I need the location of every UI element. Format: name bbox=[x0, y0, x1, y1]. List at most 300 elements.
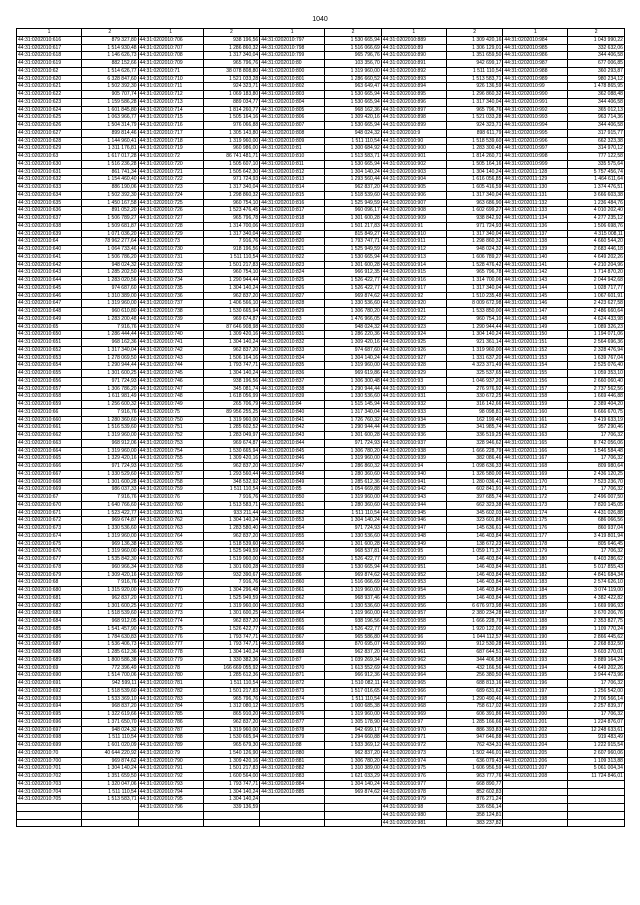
cadastral-value-cell bbox=[568, 788, 625, 796]
cadastral-value-cell: 1 509 681,87 bbox=[82, 222, 139, 230]
cadastral-value-cell: 963 649,47 bbox=[325, 83, 382, 91]
cadastral-value-cell: 1 330 536,60 bbox=[325, 300, 382, 308]
cadastral-number-cell: 44:31:0202010:622 bbox=[17, 91, 82, 99]
page-number: 1040 bbox=[312, 16, 328, 23]
cadastral-value-cell: 1 305 178,90 bbox=[325, 718, 382, 726]
cadastral-value-cell: 4 624 433,98 bbox=[568, 315, 625, 323]
cadastral-number-cell: 44:31:0202010:792 bbox=[138, 773, 203, 781]
cadastral-number-cell: 44:31:0202010:877 bbox=[260, 718, 325, 726]
cadastral-number-cell: 44:31:0202010:955 bbox=[381, 594, 446, 602]
cadastral-value-cell: 1 605 416,59 bbox=[446, 184, 503, 192]
cadastral-number-cell: 44:31:0202010:747 bbox=[138, 385, 203, 393]
cadastral-number-cell: 44:31:0202010:795 bbox=[138, 796, 203, 804]
cadastral-value-cell: 432 166,56 bbox=[446, 664, 503, 672]
cadastral-number-cell: 44:31:0202010:987 bbox=[503, 60, 568, 68]
table-row bbox=[17, 199, 625, 207]
cadastral-value-cell: 960 096,17 bbox=[325, 207, 382, 215]
cadastral-number-cell: 44:31:0202010:939 bbox=[381, 455, 446, 463]
cadastral-value-cell: 146 403,84 bbox=[446, 587, 503, 595]
cadastral-number-cell: 44:31:0202011:152 bbox=[503, 346, 568, 354]
cadastral-value-cell: 1 920 122,00 bbox=[446, 625, 503, 633]
cadastral-number-cell: 44:31:0202010:625 bbox=[17, 114, 82, 122]
cadastral-value-cell: 1 513 583,71 bbox=[446, 75, 503, 83]
cadastral-number-cell: 44:31:0202010:757 bbox=[138, 470, 203, 478]
cadastral-number-cell: 44:31:0202010:843 bbox=[260, 432, 325, 440]
cadastral-number-cell: 44:31:0202010:725 bbox=[138, 199, 203, 207]
table-row bbox=[17, 571, 625, 579]
table-row bbox=[17, 656, 625, 664]
cadastral-number-cell: 44:31:0202010:788 bbox=[138, 734, 203, 742]
cadastral-number-cell: 44:31:0202010:844 bbox=[260, 439, 325, 447]
cadastral-number-cell: 44:31:0202010:729 bbox=[138, 230, 203, 238]
cadastral-number-cell: 44:31:0202010:798 bbox=[260, 44, 325, 52]
cadastral-number-cell: 44:31:0202010:683 bbox=[17, 610, 82, 618]
cadastral-value-cell: 17 706,32 bbox=[568, 680, 625, 688]
cadastral-number-cell: 44:31:0202010:973 bbox=[381, 749, 446, 757]
cadastral-number-cell: 44:31:0202010:881 bbox=[260, 757, 325, 765]
table-row bbox=[17, 687, 625, 695]
cadastral-value-cell: 971 724,93 bbox=[325, 525, 382, 533]
cadastral-value-cell: 1 319 960,00 bbox=[325, 587, 382, 595]
cadastral-number-cell: 44:31:0202010:815 bbox=[260, 191, 325, 199]
cadastral-value-cell: 1 294 660,88 bbox=[325, 734, 382, 742]
cadastral-value-cell: 1 523 476,45 bbox=[203, 207, 260, 215]
cadastral-number-cell: 44:31:0202010:850 bbox=[260, 494, 325, 502]
cadastral-value-cell: 968 912,06 bbox=[82, 439, 139, 447]
cadastral-value-cell bbox=[568, 780, 625, 788]
cadastral-number-cell: 44:31:0202010:754 bbox=[138, 447, 203, 455]
cadastral-value-cell bbox=[203, 811, 260, 819]
table-row bbox=[17, 408, 625, 416]
cadastral-number-cell: 44:31:0202010:711 bbox=[138, 83, 203, 91]
cadastral-number-cell: 44:31:0202010:698 bbox=[17, 734, 82, 742]
cadastral-value-cell: 1 319 960,00 bbox=[82, 300, 139, 308]
cadastral-value-cell: 1 304 140,24 bbox=[203, 517, 260, 525]
cadastral-number-cell: 44:31:0202010:690 bbox=[17, 672, 82, 680]
cadastral-number-cell: 44:31:0202010:707 bbox=[138, 44, 203, 52]
cadastral-number-cell: 44:31:0202010:864 bbox=[260, 610, 325, 618]
cadastral-value-cell: 1 310 389,00 bbox=[325, 765, 382, 773]
cadastral-value-cell: 1 505 642,30 bbox=[203, 168, 260, 176]
cadastral-value-cell: 1 526 422,77 bbox=[325, 625, 382, 633]
cadastral-value-cell: 942 599,11 bbox=[82, 680, 139, 688]
cadastral-number-cell: 44:31:0202010:673 bbox=[17, 525, 82, 533]
cadastral-value-cell: 1 516 236,28 bbox=[82, 160, 139, 168]
cadastral-value-cell: 777 122,58 bbox=[568, 153, 625, 161]
cadastral-number-cell: 44:31:0202010:885 bbox=[260, 788, 325, 796]
cadastral-number-cell: 44:31:0202010:669 bbox=[17, 486, 82, 494]
table-row bbox=[17, 625, 625, 633]
cadastral-number-cell: 44:31:0202010:817 bbox=[260, 207, 325, 215]
cadastral-value-cell: 1 301 600,28 bbox=[325, 215, 382, 223]
cadastral-number-cell: 44:31:0202010:688 bbox=[17, 649, 82, 657]
cadastral-number-cell: 44:31:0202010:722 bbox=[138, 176, 203, 184]
cadastral-number-cell: 44:31:0202010:761 bbox=[138, 509, 203, 517]
cadastral-value-cell: 860 937,04 bbox=[568, 525, 625, 533]
cadastral-number-cell: 44:31:0202011:147 bbox=[503, 308, 568, 316]
cadastral-number-cell: 44:31:0202010:689 bbox=[17, 656, 82, 664]
cadastral-value-cell: 805 646,45 bbox=[568, 540, 625, 548]
cadastral-number-cell bbox=[260, 819, 325, 827]
cadastral-number-cell: 44:31:0202011:171 bbox=[503, 486, 568, 494]
table-row bbox=[17, 788, 625, 796]
cadastral-number-cell: 44:31:0202010:968 bbox=[381, 703, 446, 711]
cadastral-value-cell: 6 676 973,98 bbox=[446, 602, 503, 610]
header-cell: 2 bbox=[568, 29, 625, 37]
cadastral-number-cell: 44:31:0202011:202 bbox=[503, 726, 568, 734]
table-row bbox=[17, 773, 625, 781]
cadastral-value-cell: 965 796,78 bbox=[203, 215, 260, 223]
cadastral-value-cell: 1 159 586,28 bbox=[82, 98, 139, 106]
table-row bbox=[17, 695, 625, 703]
cadastral-number-cell: 44:31:0202010:832 bbox=[260, 339, 325, 347]
cadastral-value-cell: 6 328 847,60 bbox=[82, 75, 139, 83]
cadastral-value-cell: 965 796,76 bbox=[203, 695, 260, 703]
cadastral-number-cell: 44:31:0202010:738 bbox=[138, 308, 203, 316]
cadastral-number-cell: 44:31:0202011:153 bbox=[503, 354, 568, 362]
cadastral-value-cell: 146 403,84 bbox=[446, 532, 503, 540]
cadastral-value-cell: 1 285 166,66 bbox=[446, 718, 503, 726]
cadastral-value-cell: 969 874,62 bbox=[325, 571, 382, 579]
cadastral-value-cell: 882 152,66 bbox=[82, 60, 139, 68]
cadastral-number-cell: 44:31:0202010:820 bbox=[260, 238, 325, 246]
cadastral-number-cell: 44:31:0202010:699 bbox=[17, 742, 82, 750]
cadastral-value-cell: 1 309 420,16 bbox=[325, 114, 382, 122]
cadastral-number-cell: 44:31:0202010:623 bbox=[17, 98, 82, 106]
cadastral-value-cell: 2 486 660,64 bbox=[568, 308, 625, 316]
cadastral-number-cell bbox=[260, 796, 325, 804]
cadastral-number-cell: 44:31:0202010:967 bbox=[381, 695, 446, 703]
cadastral-number-cell: 44:31:0202010:733 bbox=[138, 269, 203, 277]
cadastral-value-cell: 905 707,74 bbox=[82, 91, 139, 99]
cadastral-number-cell: 44:31:0202010:853 bbox=[260, 517, 325, 525]
table-row bbox=[17, 424, 625, 432]
table-row bbox=[17, 711, 625, 719]
cadastral-value-cell: 1 502 446,01 bbox=[446, 749, 503, 757]
table-row bbox=[17, 455, 625, 463]
cadastral-value-cell: 1 666 228,79 bbox=[446, 447, 503, 455]
cadastral-number-cell: 44:31:0202010:94 bbox=[381, 463, 446, 471]
cadastral-number-cell: 44:31:0202010:863 bbox=[260, 602, 325, 610]
cadastral-value-cell: 1 330 382,36 bbox=[203, 656, 260, 664]
table-row bbox=[17, 618, 625, 626]
table-row bbox=[17, 525, 625, 533]
cadastral-value-cell: 963 686,90 bbox=[446, 199, 503, 207]
cadastral-value-cell: 948 024,32 bbox=[325, 129, 382, 137]
cadastral-number-cell: 44:31:0202010:748 bbox=[138, 393, 203, 401]
cadastral-number-cell: 44:31:0202010:922 bbox=[381, 315, 446, 323]
cadastral-number-cell: 44:31:0202010:653 bbox=[17, 354, 82, 362]
cadastral-value-cell: 965 679,30 bbox=[203, 742, 260, 750]
cadastral-value-cell: 1 317 340,04 bbox=[446, 191, 503, 199]
cadastral-value-cell: 1 613 552,69 bbox=[325, 664, 382, 672]
table-row bbox=[17, 765, 625, 773]
cadastral-value-cell: 886 190,06 bbox=[82, 184, 139, 192]
cadastral-number-cell: 44:31:0202010:994 bbox=[503, 122, 568, 130]
cadastral-number-cell: 44:31:0202010:631 bbox=[17, 168, 82, 176]
cadastral-value-cell: 886 393,83 bbox=[446, 726, 503, 734]
cadastral-number-cell: 44:31:0202010:816 bbox=[260, 199, 325, 207]
cadastral-number-cell: 44:31:0202010:794 bbox=[138, 788, 203, 796]
cadastral-value-cell: 256 380,50 bbox=[446, 672, 503, 680]
cadastral-number-cell: 44:31:0202010:69 bbox=[17, 664, 82, 672]
cadastral-value-cell: 138 672,23 bbox=[446, 540, 503, 548]
cadastral-value-cell: 1 502 392,30 bbox=[82, 191, 139, 199]
cadastral-value-cell: 1 285 202,50 bbox=[82, 269, 139, 277]
cadastral-value-cell: 1 301 600,28 bbox=[203, 563, 260, 571]
header-cell: 1 bbox=[503, 29, 568, 37]
table-row bbox=[17, 486, 625, 494]
cadastral-value-cell: 1 319 960,00 bbox=[203, 602, 260, 610]
table-row bbox=[17, 160, 625, 168]
cadastral-value-cell: 1 283 020,56 bbox=[82, 277, 139, 285]
cadastral-value-cell: 1 319 960,00 bbox=[82, 432, 139, 440]
cadastral-value-cell: 1 046 937,20 bbox=[446, 377, 503, 385]
cadastral-number-cell: 44:31:0202010:852 bbox=[260, 509, 325, 517]
cadastral-value-cell: 1 314 700,06 bbox=[203, 222, 260, 230]
cadastral-number-cell: 44:31:0202011:136 bbox=[503, 222, 568, 230]
cadastral-value-cell: 1 513 583,71 bbox=[325, 153, 382, 161]
cadastral-value-cell: 942 699,17 bbox=[325, 726, 382, 734]
cadastral-value-cell: 686 066,56 bbox=[568, 517, 625, 525]
cadastral-value-cell: 1 330 529,60 bbox=[82, 470, 139, 478]
cadastral-number-cell: 44:31:0202010:750 bbox=[138, 416, 203, 424]
cadastral-number-cell: 44:31:0202011:206 bbox=[503, 757, 568, 765]
cadastral-number-cell: 44:31:0202010:961 bbox=[381, 649, 446, 657]
cadastral-value-cell: 1 602 699,27 bbox=[446, 207, 503, 215]
cadastral-value-cell: 1 505 607,10 bbox=[203, 160, 260, 168]
cadastral-number-cell: 44:31:0202010:859 bbox=[260, 563, 325, 571]
cadastral-number-cell: 44:31:0202010:714 bbox=[138, 106, 203, 114]
cadastral-number-cell: 44:31:0202010:925 bbox=[381, 339, 446, 347]
cadastral-value-cell: 1 600 564,00 bbox=[203, 773, 260, 781]
cadastral-number-cell: 44:31:0202010:706 bbox=[138, 36, 203, 44]
header-row bbox=[17, 29, 625, 37]
cadastral-number-cell: 44:31:0202011:203 bbox=[503, 734, 568, 742]
cadastral-number-cell: 44:31:0202010:627 bbox=[17, 129, 82, 137]
cadastral-number-cell: 44:31:0202010:686 bbox=[17, 633, 82, 641]
cadastral-value-cell: 1 301 600,25 bbox=[82, 602, 139, 610]
cadastral-value-cell: 636 079,43 bbox=[446, 757, 503, 765]
cadastral-value-cell: 1 319 960,00 bbox=[82, 532, 139, 540]
cadastral-number-cell: 44:31:0202011:162 bbox=[503, 424, 568, 432]
cadastral-number-cell: 44:31:0202010:735 bbox=[138, 284, 203, 292]
cadastral-number-cell: 44:31:0202010:976 bbox=[381, 773, 446, 781]
cadastral-value-cell: 1 617 017,28 bbox=[82, 153, 139, 161]
cadastral-value-cell: 1 525 949,59 bbox=[325, 199, 382, 207]
cadastral-value-cell: 7 916,76 bbox=[203, 494, 260, 502]
cadastral-value-cell bbox=[82, 819, 139, 827]
cadastral-value-cell: 926 136,59 bbox=[446, 83, 503, 91]
cadastral-number-cell: 44:31:0202010:805 bbox=[260, 106, 325, 114]
cadastral-number-cell: 44:31:0202010:869 bbox=[260, 649, 325, 657]
cadastral-number-cell: 44:31:0202010:966 bbox=[381, 687, 446, 695]
table-row bbox=[17, 122, 625, 130]
table-row bbox=[17, 432, 625, 440]
cadastral-number-cell: 44:31:0202011:130 bbox=[503, 184, 568, 192]
cadastral-number-cell: 44:31:0202010:972 bbox=[381, 742, 446, 750]
cadastral-number-cell: 44:31:0202010:897 bbox=[381, 106, 446, 114]
cadastral-value-cell: 2 706 566,14 bbox=[568, 695, 625, 703]
cadastral-number-cell: 44:31:0202010:826 bbox=[260, 284, 325, 292]
cadastral-number-cell: 44:31:0202010:628 bbox=[17, 137, 82, 145]
cadastral-number-cell: 44:31:0202010:783 bbox=[138, 695, 203, 703]
cadastral-number-cell: 44:31:0202011:180 bbox=[503, 556, 568, 564]
table-row bbox=[17, 509, 625, 517]
cadastral-number-cell: 44:31:0202010:915 bbox=[381, 269, 446, 277]
cadastral-value-cell: 1 285 612,36 bbox=[82, 649, 139, 657]
table-row bbox=[17, 98, 625, 106]
cadastral-value-cell: 1 513 583,71 bbox=[82, 796, 139, 804]
cadastral-value-cell: 1 669 446,88 bbox=[568, 393, 625, 401]
cadastral-value-cell: 162 199,40 bbox=[446, 416, 503, 424]
cadastral-number-cell: 44:31:0202010:926 bbox=[381, 346, 446, 354]
table-row bbox=[17, 594, 625, 602]
cadastral-value-cell: 1 330 536,60 bbox=[325, 602, 382, 610]
cadastral-value-cell: 1 536 406,73 bbox=[82, 641, 139, 649]
cadastral-number-cell bbox=[503, 811, 568, 819]
cadastral-number-cell: 44:31:0202010:755 bbox=[138, 455, 203, 463]
cadastral-value-cell: 1 298 860,32 bbox=[203, 191, 260, 199]
cadastral-number-cell: 44:31:0202010:879 bbox=[260, 734, 325, 742]
cadastral-value-cell: 1 304 140,24 bbox=[325, 354, 382, 362]
cadastral-number-cell: 44:31:0202010:809 bbox=[260, 137, 325, 145]
cadastral-value-cell: 1 154 460,40 bbox=[82, 176, 139, 184]
cadastral-value-cell: 1 304 140,24 bbox=[203, 796, 260, 804]
cadastral-value-cell: 966 912,35 bbox=[325, 269, 382, 277]
cadastral-value-cell: 1 319 960,00 bbox=[82, 548, 139, 556]
cadastral-number-cell: 44:31:0202010:895 bbox=[381, 91, 446, 99]
cadastral-value-cell: 772 396,49 bbox=[82, 664, 139, 672]
cadastral-number-cell: 44:31:0202010:771 bbox=[138, 594, 203, 602]
cadastral-number-cell: 44:31:0202010:715 bbox=[138, 114, 203, 122]
cadastral-value-cell: 938 196,56 bbox=[203, 377, 260, 385]
cadastral-value-cell: 2 423 627,58 bbox=[568, 300, 625, 308]
cadastral-value-cell: 1 541 457,90 bbox=[82, 625, 139, 633]
table-row bbox=[17, 641, 625, 649]
cadastral-value-cell bbox=[568, 796, 625, 804]
cadastral-value-cell: 1 309 420,16 bbox=[203, 757, 260, 765]
cadastral-number-cell: 44:31:0202010:884 bbox=[260, 780, 325, 788]
cadastral-number-cell: 44:31:0202010:73 bbox=[138, 238, 203, 246]
cadastral-number-cell: 44:31:0202010:867 bbox=[260, 633, 325, 641]
cadastral-number-cell: 44:31:0202010:941 bbox=[381, 478, 446, 486]
cadastral-number-cell: 44:31:0202010:656 bbox=[17, 377, 82, 385]
cadastral-number-cell: 44:31:0202010:641 bbox=[17, 253, 82, 261]
cadastral-number-cell: 44:31:0202010:770 bbox=[138, 587, 203, 595]
cadastral-number-cell: 44:31:0202010:906 bbox=[381, 191, 446, 199]
cadastral-number-cell: 44:31:0202010:954 bbox=[381, 587, 446, 595]
cadastral-value-cell: 1 222 915,54 bbox=[568, 742, 625, 750]
cadastral-number-cell: 44:31:0202010:734 bbox=[138, 277, 203, 285]
cadastral-value-cell: 1 521 033,28 bbox=[203, 75, 260, 83]
cadastral-value-cell: 870 695,07 bbox=[325, 641, 382, 649]
cadastral-value-cell: 1 317 340,04 bbox=[446, 98, 503, 106]
cadastral-number-cell: 44:31:0202010:81 bbox=[260, 145, 325, 153]
cadastral-number-cell: 44:31:0202010:861 bbox=[260, 587, 325, 595]
cadastral-value-cell: 938 196,56 bbox=[203, 36, 260, 44]
table-row bbox=[17, 370, 625, 378]
cadastral-value-cell: 947 646,88 bbox=[446, 734, 503, 742]
cadastral-value-cell: 1 059 353,10 bbox=[568, 370, 625, 378]
cadastral-value-cell: 87 646 908,98 bbox=[203, 323, 260, 331]
cadastral-value-cell: 1 320 047,06 bbox=[82, 780, 139, 788]
table-row bbox=[17, 517, 625, 525]
cadastral-value-cell: 963 777,76 bbox=[446, 773, 503, 781]
cadastral-number-cell: 44:31:0202010:736 bbox=[138, 292, 203, 300]
cadastral-number-cell: 44:31:0202011:172 bbox=[503, 494, 568, 502]
cadastral-value-cell: 1 601 845,80 bbox=[82, 106, 139, 114]
cadastral-value-cell: 2 268 832,50 bbox=[568, 641, 625, 649]
cadastral-value-cell: 145 636,61 bbox=[446, 525, 503, 533]
table-row bbox=[17, 401, 625, 409]
cadastral-value-cell: 1 329 420,16 bbox=[82, 455, 139, 463]
cadastral-value-cell: 962 837,20 bbox=[203, 618, 260, 626]
cadastral-value-cell: 971 724,93 bbox=[325, 439, 382, 447]
cadastral-number-cell: 44:31:0202010:916 bbox=[381, 277, 446, 285]
cadastral-number-cell: 44:31:0202010:870 bbox=[260, 664, 325, 672]
cadastral-value-cell: 365 012,13 bbox=[568, 106, 625, 114]
table-row bbox=[17, 718, 625, 726]
table-row bbox=[17, 385, 625, 393]
cadastral-value-cell: 1 098 636,33 bbox=[446, 463, 503, 471]
cadastral-value-cell: 965 796,78 bbox=[446, 269, 503, 277]
cadastral-value-cell: 1 317 340,04 bbox=[82, 346, 139, 354]
cadastral-number-cell: 44:31:0202010:851 bbox=[260, 501, 325, 509]
cadastral-number-cell: 44:31:0202010:660 bbox=[17, 416, 82, 424]
cadastral-value-cell: 6 666 670,75 bbox=[568, 408, 625, 416]
cadastral-value-cell: 341 985,74 bbox=[446, 424, 503, 432]
cadastral-number-cell: 44:31:0202010:990 bbox=[503, 91, 568, 99]
cadastral-value-cell: 960 754,10 bbox=[203, 269, 260, 277]
cadastral-value-cell: 1 406 566,10 bbox=[203, 300, 260, 308]
cadastral-value-cell: 1 510 235,48 bbox=[446, 292, 503, 300]
cadastral-number-cell: 44:31:0202010:802 bbox=[260, 83, 325, 91]
cadastral-number-cell: 44:31:0202010:931 bbox=[381, 393, 446, 401]
cadastral-value-cell: 1 067 601,91 bbox=[568, 292, 625, 300]
cadastral-number-cell: 44:31:0202010:873 bbox=[260, 687, 325, 695]
cadastral-value-cell: 1 286 444,44 bbox=[82, 331, 139, 339]
cadastral-number-cell: 44:31:0202010:82 bbox=[260, 230, 325, 238]
cadastral-value-cell: 1 054 669,88 bbox=[325, 486, 382, 494]
cadastral-value-cell bbox=[325, 819, 382, 827]
cadastral-value-cell: 4 649 202,26 bbox=[568, 664, 625, 672]
cadastral-number-cell: 44:31:0202011:155 bbox=[503, 370, 568, 378]
table-row bbox=[17, 284, 625, 292]
cadastral-value-cell: 668 890,77 bbox=[446, 780, 503, 788]
cadastral-number-cell bbox=[17, 811, 82, 819]
cadastral-value-cell: 968 937,46 bbox=[325, 594, 382, 602]
cadastral-value-cell: 1 530 665,94 bbox=[325, 563, 382, 571]
cadastral-number-cell: 44:31:0202010:670 bbox=[17, 501, 82, 509]
cadastral-value-cell: 1 028 717,77 bbox=[568, 284, 625, 292]
cadastral-number-cell: 44:31:0202010:993 bbox=[503, 114, 568, 122]
cadastral-number-cell: 44:31:0202011:151 bbox=[503, 339, 568, 347]
cadastral-number-cell: 44:31:0202010:662 bbox=[17, 432, 82, 440]
cadastral-value-cell: 1 319 960,00 bbox=[325, 455, 382, 463]
cadastral-value-cell: 1 533 850,00 bbox=[446, 308, 503, 316]
cadastral-number-cell: 44:31:0202010:842 bbox=[260, 424, 325, 432]
cadastral-value-cell: 11 724 846,01 bbox=[568, 773, 625, 781]
cadastral-number-cell: 44:31:0202010:880 bbox=[260, 749, 325, 757]
cadastral-value-cell: 5 757 456,74 bbox=[568, 168, 625, 176]
cadastral-number-cell: 44:31:0202010:904 bbox=[381, 176, 446, 184]
cadastral-value-cell: 1 518 539,60 bbox=[82, 610, 139, 618]
cadastral-number-cell: 44:31:0202010:636 bbox=[17, 207, 82, 215]
cadastral-number-cell: 44:31:0202010:858 bbox=[260, 556, 325, 564]
cadastral-number-cell: 44:31:0202010:834 bbox=[260, 354, 325, 362]
cadastral-number-cell: 44:31:0202010:837 bbox=[260, 377, 325, 385]
